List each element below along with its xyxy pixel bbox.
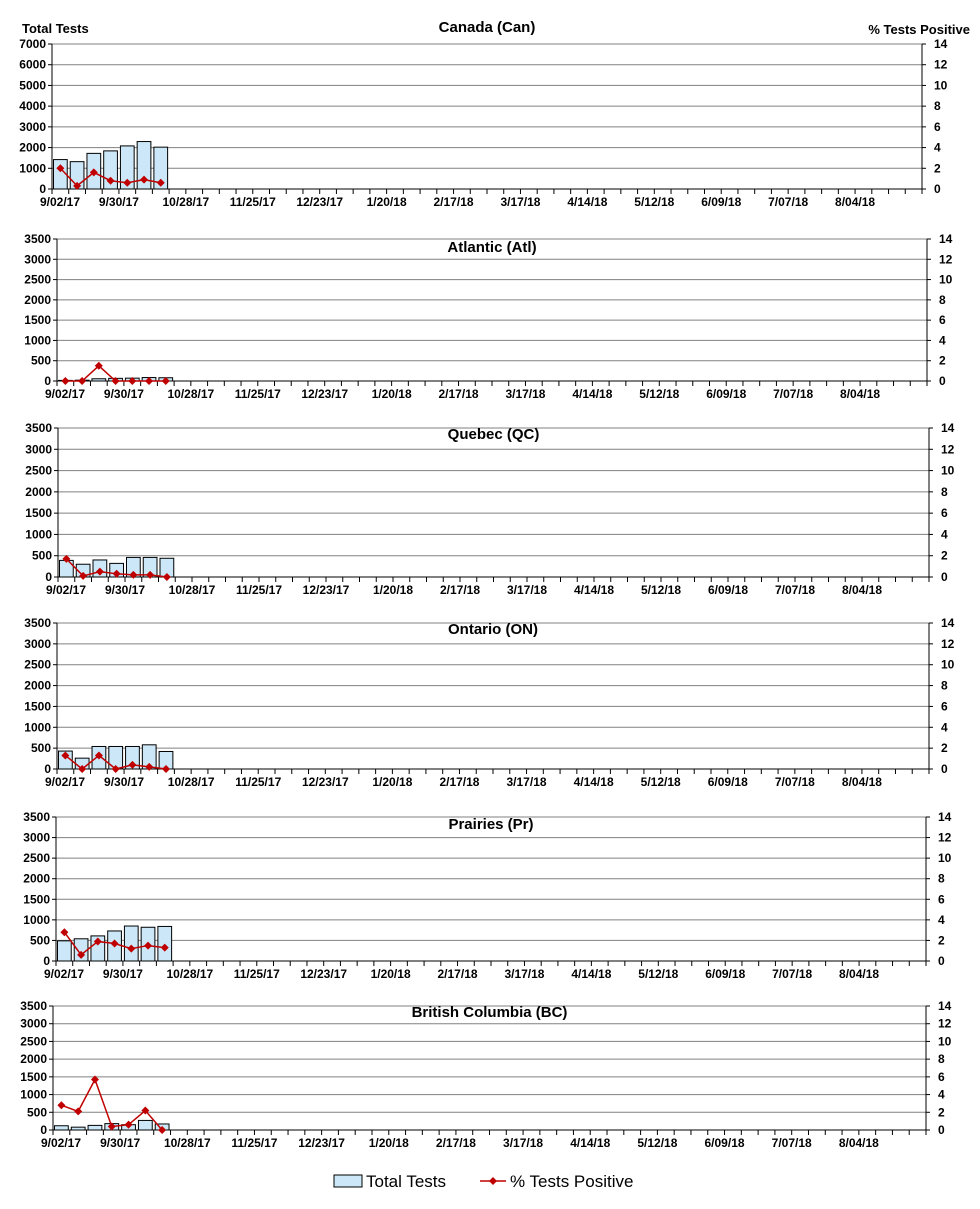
x-tick-label: 9/02/17 — [40, 1136, 82, 1150]
y-left-tick-label: 2500 — [20, 1034, 47, 1049]
y-right-tick-label: 0 — [941, 762, 948, 776]
y-left-tick-label: 2500 — [25, 463, 52, 478]
y-left-tick-label: 500 — [26, 1105, 47, 1120]
y-left-tick-label: 2000 — [24, 678, 51, 693]
y-right-tick-label: 10 — [934, 78, 948, 93]
y-right-tick-label: 14 — [938, 810, 952, 824]
x-tick-label: 1/20/18 — [372, 775, 413, 789]
bar — [124, 926, 138, 961]
x-tick-label: 9/30/17 — [104, 775, 145, 789]
y-right-tick-label: 12 — [938, 1016, 952, 1031]
x-tick-label: 4/14/18 — [572, 387, 613, 401]
y-left-tick-label: 2000 — [20, 1052, 47, 1067]
y-left-tick-label: 2500 — [24, 272, 51, 287]
y-right-tick-label: 2 — [941, 741, 948, 756]
x-tick-label: 8/04/18 — [839, 967, 880, 981]
y-left-tick-label: 0 — [44, 374, 51, 388]
x-tick-label: 1/20/18 — [370, 967, 411, 981]
y-right-tick-label: 12 — [934, 57, 948, 72]
y-left-tick-label: 1500 — [24, 699, 51, 714]
y-left-tick-label: 3000 — [24, 252, 51, 267]
x-tick-label: 5/12/18 — [639, 387, 680, 401]
y-right-tick-label: 14 — [941, 616, 955, 630]
x-tick-label: 11/25/17 — [235, 775, 282, 789]
y-right-tick-label: 12 — [941, 636, 955, 651]
legend-line-label: % Tests Positive — [510, 1172, 634, 1191]
x-tick-label: 10/28/17 — [168, 583, 216, 597]
x-tick-label: 11/25/17 — [234, 387, 281, 401]
y-right-tick-label: 2 — [941, 548, 948, 563]
y-left-tick-label: 3000 — [25, 442, 52, 457]
x-tick-label: 9/02/17 — [44, 775, 86, 789]
y-left-tick-label: 1500 — [24, 313, 51, 328]
x-tick-label: 9/02/17 — [45, 583, 87, 597]
y-left-tick-label: 1000 — [24, 720, 51, 735]
x-tick-label: 4/14/18 — [570, 1136, 611, 1150]
x-tick-label: 9/30/17 — [104, 583, 146, 597]
y-right-tick-label: 14 — [941, 421, 955, 435]
y-right-tick-label: 6 — [938, 892, 945, 907]
y-right-tick-label: 10 — [938, 851, 952, 866]
x-tick-label: 5/12/18 — [637, 1136, 678, 1150]
x-tick-label: 6/09/18 — [706, 387, 747, 401]
legend — [334, 1172, 633, 1191]
x-tick-label: 10/28/17 — [167, 387, 215, 401]
x-tick-label: 4/14/18 — [567, 195, 608, 209]
y-right-tick-label: 0 — [938, 954, 945, 968]
y-left-tick-label: 3000 — [24, 636, 51, 651]
x-tick-label: 2/17/18 — [439, 775, 480, 789]
x-tick-label: 9/02/17 — [43, 967, 85, 981]
positive-marker — [74, 1107, 82, 1115]
x-tick-label: 9/02/17 — [44, 387, 86, 401]
y-right-tick-label: 2 — [938, 933, 945, 948]
x-tick-label: 11/25/17 — [233, 967, 280, 981]
x-tick-label: 12/23/17 — [301, 775, 349, 789]
y-left-tick-label: 2500 — [24, 657, 51, 672]
y-right-tick-label: 2 — [938, 1105, 945, 1120]
legend-line-marker — [489, 1177, 497, 1185]
x-tick-label: 4/14/18 — [573, 583, 615, 597]
y-right-tick-label: 4 — [939, 333, 946, 348]
y-left-tick-label: 0 — [40, 1123, 47, 1137]
y-right-tick-label: 6 — [939, 313, 946, 328]
x-tick-label: 9/30/17 — [100, 1136, 141, 1150]
x-tick-label: 7/07/18 — [774, 583, 816, 597]
x-tick-label: 12/23/17 — [302, 583, 350, 597]
y-right-tick-label: 8 — [938, 1052, 945, 1067]
positive-marker — [61, 377, 69, 385]
y-left-tick-label: 3000 — [20, 1016, 47, 1031]
chart-panel — [24, 616, 954, 789]
y-right-tick-label: 0 — [941, 570, 948, 584]
chart-panel — [20, 999, 951, 1150]
y-right-tick-label: 12 — [941, 442, 955, 457]
y-left-tick-label: 7000 — [19, 37, 46, 51]
x-tick-label: 5/12/18 — [634, 195, 675, 209]
y-right-tick-label: 8 — [934, 99, 941, 114]
y-left-tick-label: 3500 — [25, 421, 52, 435]
bar — [88, 1125, 102, 1130]
y-right-tick-label: 8 — [941, 484, 948, 499]
positive-marker — [57, 1101, 65, 1109]
x-tick-label: 8/04/18 — [835, 195, 876, 209]
y-left-tick-label: 500 — [31, 548, 52, 563]
y-left-tick-label: 4000 — [19, 99, 46, 114]
y-right-tick-label: 8 — [938, 871, 945, 886]
x-tick-label: 6/09/18 — [707, 583, 749, 597]
x-tick-label: 9/30/17 — [102, 967, 143, 981]
y-right-tick-label: 4 — [938, 1087, 945, 1102]
chart-panel — [19, 19, 970, 209]
y-left-tick-label: 0 — [44, 762, 51, 776]
y-left-tick-label: 1000 — [25, 527, 52, 542]
y-left-tick-label: 2000 — [23, 871, 50, 886]
y-right-tick-label: 2 — [934, 161, 941, 176]
y-right-tick-label: 6 — [941, 506, 948, 521]
y-right-tick-label: 12 — [939, 252, 953, 267]
x-tick-label: 2/17/18 — [437, 967, 478, 981]
x-tick-label: 10/28/17 — [166, 967, 214, 981]
y-right-tick-label: 4 — [934, 140, 941, 155]
x-tick-label: 12/23/17 — [296, 195, 344, 209]
x-tick-label: 3/17/18 — [506, 583, 548, 597]
chart-panel — [24, 232, 952, 401]
x-tick-label: 5/12/18 — [640, 583, 682, 597]
y-right-tick-label: 10 — [941, 463, 955, 478]
y-left-tick-label: 1500 — [20, 1069, 47, 1084]
x-tick-label: 3/17/18 — [503, 1136, 544, 1150]
y-right-tick-label: 0 — [939, 374, 946, 388]
x-tick-label: 6/09/18 — [705, 967, 746, 981]
x-tick-label: 3/17/18 — [505, 387, 546, 401]
y-left-tick-label: 3000 — [19, 119, 46, 134]
chart-title: British Columbia (BC) — [411, 1004, 568, 1021]
y-right-tick-label: 0 — [934, 182, 941, 196]
chart-panel — [25, 421, 954, 597]
x-tick-label: 1/20/18 — [371, 387, 412, 401]
x-tick-label: 4/14/18 — [573, 775, 614, 789]
y-left-tick-label: 2000 — [19, 140, 46, 155]
y-left-tick-label: 6000 — [19, 57, 46, 72]
x-tick-label: 5/12/18 — [640, 775, 681, 789]
x-tick-label: 1/20/18 — [366, 195, 407, 209]
y-right-tick-label: 10 — [938, 1034, 952, 1049]
x-tick-label: 4/14/18 — [571, 967, 612, 981]
y-left-tick-label: 3500 — [24, 616, 51, 630]
y-right-tick-label: 4 — [941, 720, 948, 735]
y-right-tick-label: 10 — [939, 272, 953, 287]
x-tick-label: 6/09/18 — [701, 195, 742, 209]
y-left-tick-label: 3500 — [24, 232, 51, 246]
y-right-tick-label: 0 — [938, 1123, 945, 1137]
x-tick-label: 7/07/18 — [773, 387, 814, 401]
x-tick-label: 2/17/18 — [439, 583, 481, 597]
x-tick-label: 8/04/18 — [838, 1136, 879, 1150]
y-right-tick-label: 12 — [938, 830, 952, 845]
y-left-tick-label: 3500 — [20, 999, 47, 1013]
legend-bar-swatch — [334, 1175, 362, 1187]
x-tick-label: 10/28/17 — [167, 775, 215, 789]
x-tick-label: 7/07/18 — [772, 967, 813, 981]
x-tick-label: 11/25/17 — [235, 583, 283, 597]
chart-title: Prairies (Pr) — [448, 816, 534, 833]
x-tick-label: 7/07/18 — [771, 1136, 812, 1150]
y-right-tick-label: 6 — [941, 699, 948, 714]
chart-panel — [23, 810, 951, 981]
x-tick-label: 3/17/18 — [506, 775, 547, 789]
x-tick-label: 1/20/18 — [372, 583, 414, 597]
y-left-tick-label: 1500 — [25, 506, 52, 521]
x-tick-label: 8/04/18 — [841, 583, 883, 597]
y-right-tick-label: 4 — [938, 912, 945, 927]
y-left-tick-label: 500 — [29, 933, 50, 948]
y-left-tick-label: 2000 — [24, 292, 51, 307]
bar — [55, 1126, 69, 1130]
chart-title: Canada (Can) — [438, 19, 536, 36]
x-tick-label: 10/28/17 — [162, 195, 210, 209]
x-tick-label: 10/28/17 — [163, 1136, 211, 1150]
x-tick-label: 5/12/18 — [638, 967, 679, 981]
x-tick-label: 2/17/18 — [435, 1136, 476, 1150]
x-tick-label: 6/09/18 — [707, 775, 748, 789]
x-tick-label: 2/17/18 — [433, 195, 474, 209]
x-tick-label: 12/23/17 — [301, 387, 349, 401]
chart-title: Quebec (QC) — [447, 426, 540, 443]
y-left-tick-label: 1000 — [24, 333, 51, 348]
y-left-tick-label: 2000 — [25, 484, 52, 499]
x-tick-label: 9/02/17 — [39, 195, 81, 209]
y-right-tick-label: 14 — [939, 232, 953, 246]
y-left-tick-label: 500 — [30, 353, 51, 368]
x-tick-label: 12/23/17 — [298, 1136, 345, 1150]
y-left-tick-label: 5000 — [19, 78, 46, 93]
y-left-tick-label: 1500 — [23, 892, 50, 907]
x-tick-label: 9/30/17 — [98, 195, 139, 209]
x-tick-label: 1/20/18 — [368, 1136, 409, 1150]
chart-title: Ontario (ON) — [448, 621, 538, 638]
y-right-tick-label: 14 — [934, 37, 948, 51]
y-right-tick-label: 14 — [938, 999, 952, 1013]
y-right-tick-label: 2 — [939, 353, 946, 368]
x-tick-label: 8/04/18 — [841, 775, 882, 789]
x-tick-label: 3/17/18 — [500, 195, 541, 209]
legend-bar-label: Total Tests — [366, 1172, 447, 1191]
y-left-tick-label: 0 — [45, 570, 52, 584]
x-tick-label: 9/30/17 — [103, 387, 144, 401]
left-axis-title: Total Tests — [22, 21, 89, 36]
y-left-tick-label: 3000 — [23, 830, 50, 845]
bar — [138, 1120, 152, 1130]
y-left-tick-label: 500 — [30, 741, 51, 756]
y-right-tick-label: 8 — [941, 678, 948, 693]
y-left-tick-label: 0 — [43, 954, 50, 968]
right-axis-title: % Tests Positive — [868, 22, 970, 37]
x-tick-label: 8/04/18 — [840, 387, 881, 401]
x-tick-label: 7/07/18 — [768, 195, 809, 209]
y-left-tick-label: 0 — [39, 182, 46, 196]
y-right-tick-label: 6 — [934, 119, 941, 134]
y-right-tick-label: 8 — [939, 292, 946, 307]
y-left-tick-label: 1000 — [19, 161, 46, 176]
x-tick-label: 2/17/18 — [438, 387, 479, 401]
x-tick-label: 7/07/18 — [774, 775, 815, 789]
y-right-tick-label: 4 — [941, 527, 948, 542]
y-left-tick-label: 1000 — [23, 912, 50, 927]
x-tick-label: 11/25/17 — [231, 1136, 278, 1150]
bar — [58, 941, 72, 961]
y-left-tick-label: 3500 — [23, 810, 50, 824]
y-right-tick-label: 6 — [938, 1069, 945, 1084]
x-tick-label: 6/09/18 — [704, 1136, 745, 1150]
x-tick-label: 11/25/17 — [229, 195, 276, 209]
chart-title: Atlantic (Atl) — [447, 239, 537, 256]
x-tick-label: 3/17/18 — [504, 967, 545, 981]
y-right-tick-label: 10 — [941, 657, 955, 672]
x-tick-label: 12/23/17 — [300, 967, 348, 981]
y-left-tick-label: 1000 — [20, 1087, 47, 1102]
y-left-tick-label: 2500 — [23, 851, 50, 866]
